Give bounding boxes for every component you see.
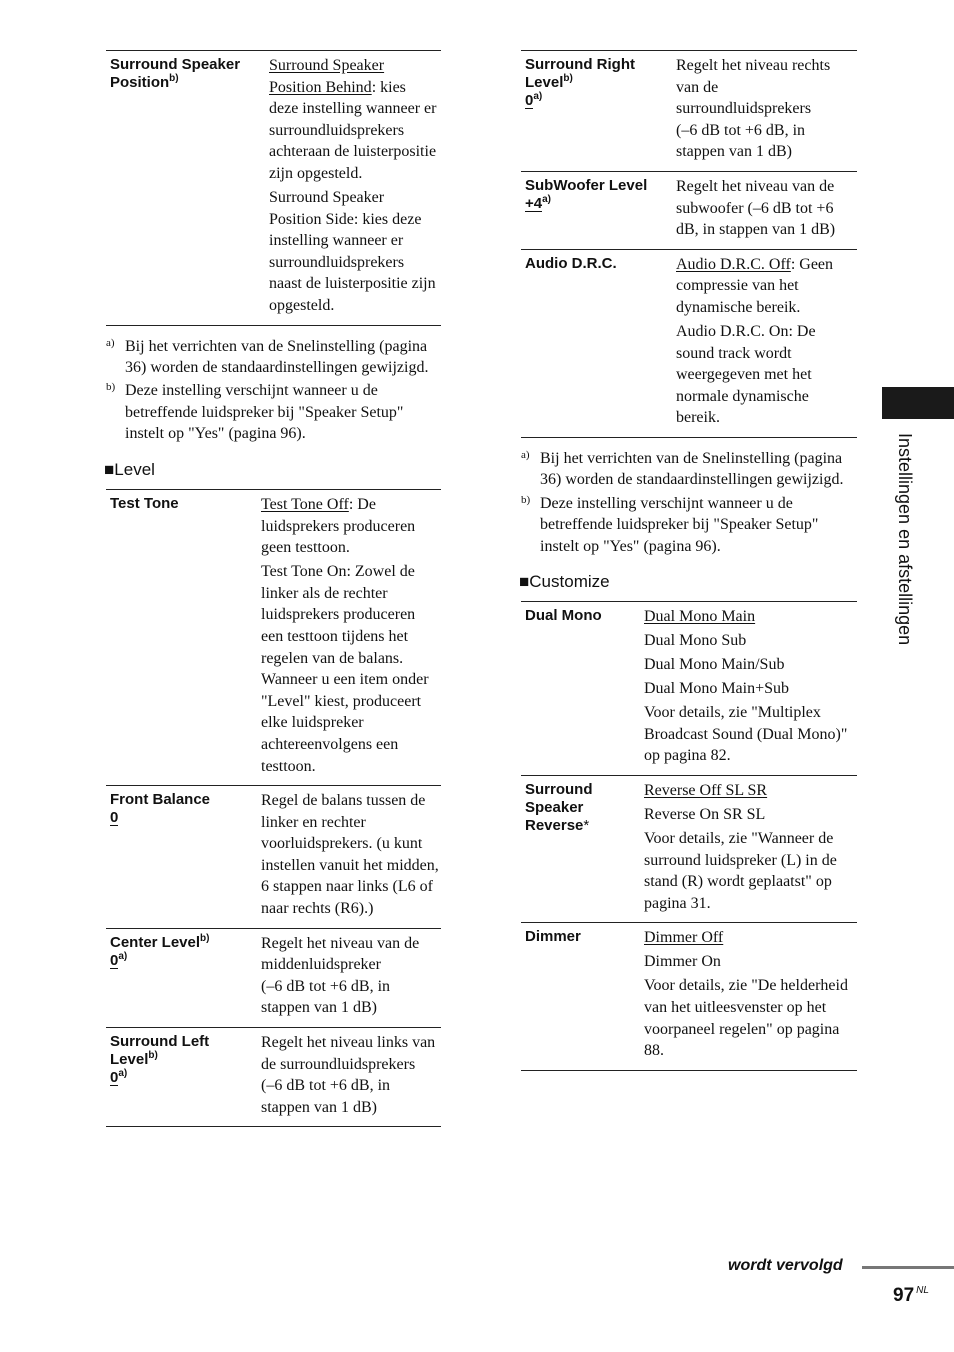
setting-description: Reverse Off SL SR Reverse On SR SL Voor details, zie "Wanneer de surround luidspreker (L) in de stand (R) wordt geplaatst" op pagina 31. [644, 776, 857, 923]
footnote-text: Bij het verrichten van de Snelinstelling (pagina 36) worden de standaardinstellingen gewijzigd. [125, 337, 429, 377]
footnote-text: Deze instelling verschijnt wanneer u de betreffende luidspreker bij "Speaker Setup" instelt op "Yes" (pagina 96). [540, 494, 819, 555]
setting-name: Center Level$^{b)}$ 0$^{a)}$ [106, 928, 261, 1027]
setting-name: Dimmer [521, 923, 644, 1070]
setting-description: Test Tone Off: De luidsprekers produceren geen testtoon. Test Tone On: Zowel de linker als de rechter luidsprekers produceren een testtoon tijdens het regelen van de balans. Wanneer u een item onder "Level" kiest, produceert elke luidspreker achtereenvolgens een testtoon. [261, 489, 441, 785]
footnote-mark: b) [106, 381, 116, 394]
setting-description: Dual Mono Main Dual Mono Sub Dual Mono Main/Sub Dual Mono Main+Sub Voor details, zie "Multiplex Broadcast Sound (Dual Mono)" op pagina 82. [644, 602, 857, 776]
setting-name: Dual Mono [521, 602, 644, 776]
left-column [106, 50, 441, 1127]
setting-description: Surround Speaker Position Behind: kies deze instelling wanneer er surroundluidsprekers achteraan de luisterpositie zijn opgesteld. Surround Speaker Position Side: kies deze instelling wanneer er surroundluidsprekers naast de luisterpositie zijn opgesteld. [269, 51, 441, 326]
footnote [521, 448, 857, 491]
setting-name: Test Tone [106, 489, 261, 785]
footnote-text: Deze instelling verschijnt wanneer u de betreffende luidspreker bij "Speaker Setup" instelt op "Yes" (pagina 96). [125, 382, 404, 443]
setting-description: Regel de balans tussen de linker en rechter voorluidsprekers. (u kunt instellen vanuit het midden, 6 stappen naar links (L6 of naar rechts (R6).) [261, 786, 441, 929]
setting-name: Front Balance 0 [106, 786, 261, 929]
setting-description: Dimmer Off Dimmer On Voor details, zie "De helderheid van het uitleesvenster op het voorpaneel regelen" op pagina 88. [644, 923, 857, 1070]
setting-name: Surround Left Level$^{b)}$ 0$^{a)}$ [106, 1028, 261, 1127]
section-heading-customize: ■Customize [519, 572, 610, 592]
setting-name: Surround Speaker Reverse* [521, 776, 644, 923]
table-row [521, 776, 857, 923]
footnotes-left [106, 336, 441, 445]
chapter-side-label: Instellingen en afstellingen [895, 433, 915, 646]
footnotes-right [521, 448, 857, 557]
table-row [106, 51, 441, 326]
section-heading-level: ■Level [104, 459, 155, 479]
setting-name: Surround Right Level$^{b)}$ 0$^{a)}$ [521, 51, 676, 172]
table-row [106, 1028, 441, 1127]
level-table-continued [521, 50, 857, 438]
square-bullet-icon: ■ [104, 459, 115, 479]
setting-name: SubWoofer Level $+4^{a)}$ [521, 171, 676, 249]
chapter-tab-marker [882, 387, 954, 419]
table-row [106, 489, 441, 785]
table-row [521, 171, 857, 249]
footnote [106, 336, 441, 379]
customize-table [521, 601, 857, 1070]
table-row [521, 602, 857, 776]
table-row [106, 786, 441, 929]
setting-description: Regelt het niveau links van de surroundluidsprekers (–6 dB tot +6 dB, in stappen van 1 dB) [261, 1028, 441, 1127]
footnote-mark: a) [521, 448, 530, 461]
table-row [106, 928, 441, 1027]
setting-name: Audio D.R.C. [521, 249, 676, 437]
setting-description: Regelt het niveau rechts van de surroundluidsprekers (–6 dB tot +6 dB, in stappen van 1 dB) [676, 51, 857, 172]
continued-label: wordt vervolgd [728, 1257, 843, 1274]
table-row [521, 249, 857, 437]
footnote-mark: a) [106, 336, 115, 349]
speaker-position-table [106, 50, 441, 326]
setting-description: Regelt het niveau van de middenluidspreker (–6 dB tot +6 dB, in stappen van 1 dB) [261, 928, 441, 1027]
setting-description: Audio D.R.C. Off: Geen compressie van het dynamische bereik. Audio D.R.C. On: De sound track wordt weergegeven met het normale dynamische bereik. [676, 249, 857, 437]
page-number: 97 $^{NL}$ [893, 1285, 929, 1306]
setting-description: Regelt het niveau van de subwoofer (–6 dB tot +6 dB, in stappen van 1 dB) [676, 171, 857, 249]
table-row [521, 923, 857, 1070]
footnote [521, 493, 857, 558]
footnote-text: Bij het verrichten van de Snelinstelling (pagina 36) worden de standaardinstellingen gewijzigd. [540, 449, 844, 489]
table-row [521, 51, 857, 172]
right-column [521, 50, 857, 1071]
footnote-mark: b) [521, 493, 531, 506]
level-table [106, 489, 441, 1127]
footnote [106, 380, 441, 445]
continued-rule [862, 1266, 954, 1269]
square-bullet-icon: ■ [519, 572, 530, 592]
setting-name: Surround Speaker Position$^{b)}$ [106, 51, 269, 326]
